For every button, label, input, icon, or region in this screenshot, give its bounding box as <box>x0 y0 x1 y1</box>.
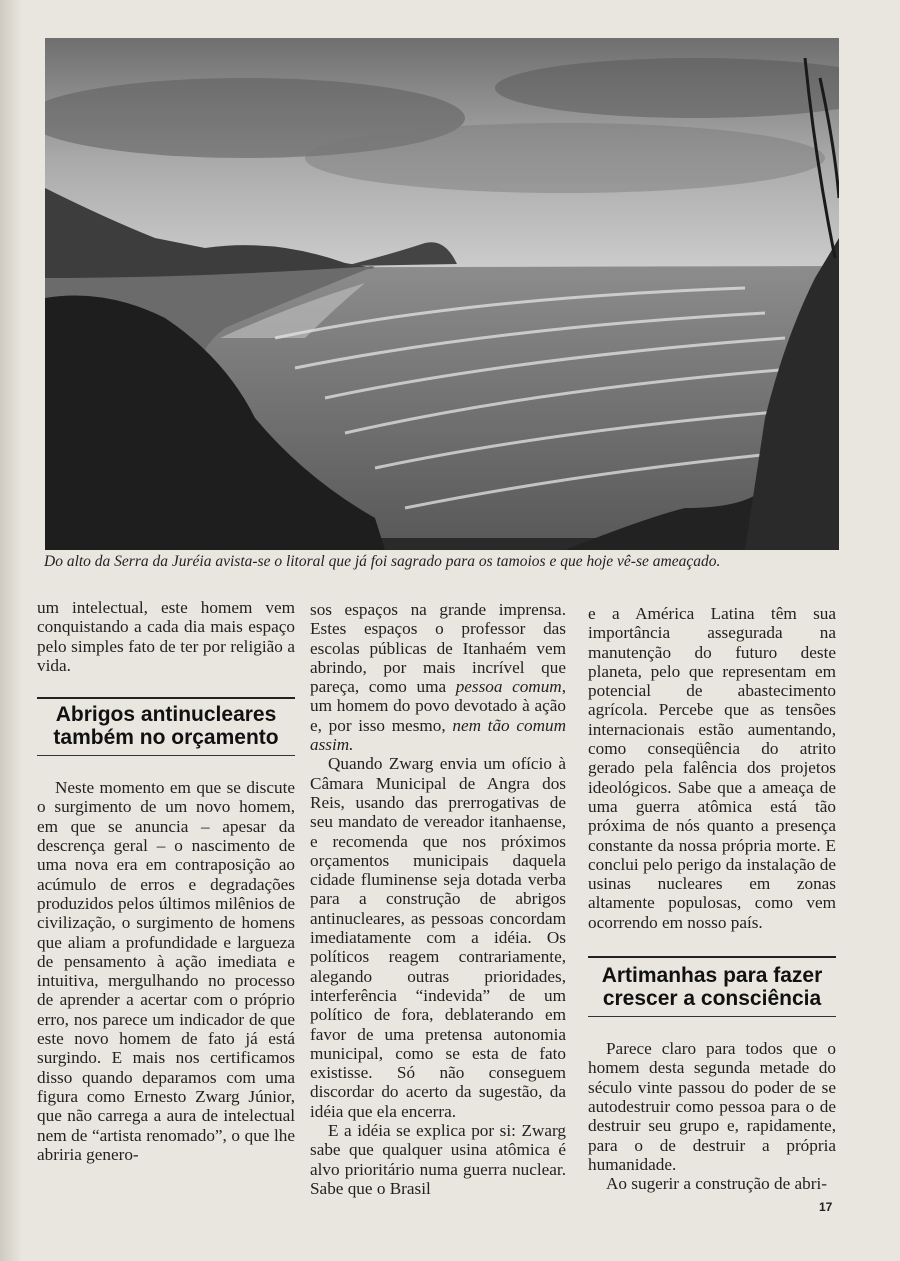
heading-rule-top <box>37 697 295 699</box>
page-number: 17 <box>819 1200 833 1214</box>
column-3-paragraph-2: Parece claro para todos que o homem desta segunda metade do século vinte passou do poder de se autodestruir como pessoa para o de destruir seu grupo e, rapidamente, para o de destruir a própria humanidade. <box>588 1039 836 1174</box>
column-2-paragraph-1: sos espaços na grande imprensa. Estes espaços o professor das escolas públicas de Itanhaém vem abrindo, por mais incrível que pareça, como uma pessoa comum, um homem do povo devotado à ação e, por isso mesmo, nem tão comum assim. <box>310 600 567 755</box>
column-1-intro: um intelectual, este homem vem conquistando a cada dia mais espaço pelo simples fato de ter por religião a vida. <box>37 598 295 675</box>
column-3 <box>588 604 836 1193</box>
coastline-photo <box>45 38 839 550</box>
column-2-paragraph-2: Quando Zwarg envia um ofício à Câmara Municipal de Angra dos Reis, usando das prerrogativas de seu mandato de vereador itanhaense, e recomenda que nos próximos orçamentos municipais daquela cidade fluminense seja dotada verba para a construção de abrigos antinucleares, as pessoas concordam imediatamente com a idéia. Os políticos reagem contrariamente, alegando outras prioridades, interferência “indevida” de um político de fora, deblaterando em favor de uma pretensa autonomia municipal, como se esta de fato existisse. Só não conseguem discordar do acerto da sugestão, da idéia que ela encerra. <box>310 754 566 1121</box>
column-1 <box>37 598 295 1164</box>
heading-rule-bottom <box>588 1016 836 1017</box>
column-3-paragraph-3: Ao sugerir a construção de abri- <box>606 1174 827 1194</box>
column-2 <box>310 600 566 1198</box>
column-3-paragraph-1: e a América Latina têm sua importância assegurada na manutenção do futuro deste planeta, pelo que representam em potencial de abastecimento agrícola. Percebe que as tensões internacionais estão aumentando, como conseqüência do atrito gerado pela falência dos projetos ideológicos. Sabe que a ameaça de uma guerra atômica está tão próxima de nós quanto a presença constante da nossa própria morte. E conclui pelo perigo da instalação de usinas nucleares em zonas altamente populosas, como vem ocorrendo em nosso país. <box>588 604 836 932</box>
heading-rule-bottom <box>37 755 295 756</box>
section-heading-artimanhas: Artimanhas para fazer crescer a consciência <box>601 964 823 1011</box>
photo-caption: Do alto da Serra da Juréia avista-se o litoral que já foi sagrado para os tamoios e que hoje vê-se ameaçado. <box>44 553 721 570</box>
section-heading-abrigos: Abrigos antinucleares também no orçamento <box>53 703 279 750</box>
heading-rule-top <box>588 956 836 958</box>
section-heading-block-2 <box>588 956 836 1017</box>
column-2-paragraph-3: E a idéia se explica por si: Zwarg sabe que qualquer usina atômica é alvo prioritário numa guerra nuclear. Sabe que o Brasil <box>310 1121 566 1198</box>
section-heading-block-1 <box>37 697 295 756</box>
column-1-body: Neste momento em que se discute o surgimento de um novo homem, em que se anuncia – apesar da descrença geral – o nascimento de uma nova era em contraposição ao acúmulo de erros e degradações produzidos pelos últimos milênios de civilização, o surgimento de homens que aliam a profundidade e largueza de pensamento à ação imediata e intuitiva, mergulhando no processo de aprender a acertar com o próprio erro, nos parece um indicador de que este novo homem de fato já está surgindo. E mais nos certificamos disso quando deparamos com uma figura como Ernesto Zwarg Júnior, que não carrega a aura de intelectual nem de “artista renomado”, o que lhe abriria genero- <box>37 778 295 1164</box>
page-binding-edge <box>0 0 22 1261</box>
